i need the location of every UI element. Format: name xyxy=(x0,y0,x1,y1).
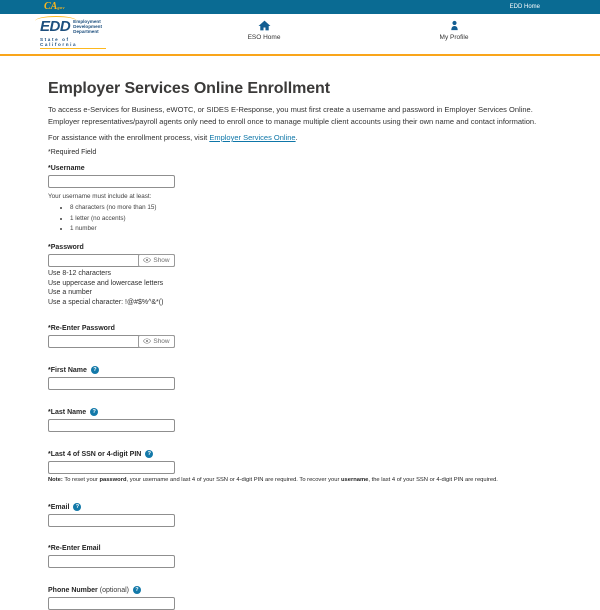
password-label: * Password xyxy=(48,244,84,251)
edd-logo[interactable] xyxy=(40,19,106,49)
username-hint-title: Your username must include at least: xyxy=(48,193,152,200)
email-field-group xyxy=(48,503,552,527)
main-content xyxy=(0,56,600,610)
username-requirement: • 1 letter (no accents) xyxy=(70,215,552,222)
email-input[interactable] xyxy=(48,514,175,527)
first-name-field-group xyxy=(48,366,552,390)
site-header xyxy=(0,14,600,54)
username-input[interactable] xyxy=(48,175,175,188)
edd-logo-acronym: EDD xyxy=(40,18,71,36)
first-name-input[interactable] xyxy=(48,377,175,390)
reenter-password-label: * Re-Enter Password xyxy=(48,325,115,332)
password-field-group xyxy=(48,244,552,307)
password-show-label: Show xyxy=(153,257,170,264)
username-requirement: • 8 characters (no more than 15) xyxy=(70,204,552,211)
phone-help-icon[interactable]: ? xyxy=(133,586,141,594)
last-name-input[interactable] xyxy=(48,419,175,432)
ssn-pin-input[interactable] xyxy=(48,461,175,474)
page-title: Employer Services Online Enrollment xyxy=(48,80,330,97)
eye-icon xyxy=(143,338,151,346)
ca-gov-topbar xyxy=(0,0,600,14)
ssn-pin-note: Note: To reset your password, your username and last 4 of your SSN or 4-digit PIN are required. To recover your username, the last 4 of your SSN or 4-digit PIN are required. xyxy=(48,477,498,483)
employer-services-online-link[interactable]: Employer Services Online xyxy=(209,133,296,142)
ssn-pin-field-group xyxy=(48,450,552,483)
nav-eso-home[interactable] xyxy=(229,20,299,41)
edd-logo-department-name: Employment Development Department xyxy=(73,19,103,35)
password-show-button[interactable] xyxy=(138,254,175,267)
reenter-email-label: * Re-Enter Email xyxy=(48,545,101,552)
nav-eso-home-label: ESO Home xyxy=(247,34,281,41)
email-label: * Email ? xyxy=(48,503,552,511)
ca-gov-logo[interactable] xyxy=(44,1,65,13)
reenter-password-field-group xyxy=(48,325,552,348)
last-name-label: * Last Name ? xyxy=(48,408,552,416)
reenter-email-field-group xyxy=(48,545,552,568)
ca-gov-logo-text: CA xyxy=(44,1,58,12)
reenter-password-show-button[interactable] xyxy=(138,335,175,348)
nav-my-profile[interactable] xyxy=(419,20,489,41)
password-requirements: Use 8-12 characters Use uppercase and lowercase letters Use a number Use a special character: !@#$%^&*() xyxy=(48,270,164,306)
username-requirement: • 1 number xyxy=(70,225,552,232)
last-name-help-icon[interactable]: ? xyxy=(90,408,98,416)
ssn-pin-help-icon[interactable]: ? xyxy=(145,450,153,458)
reenter-password-show-label: Show xyxy=(153,338,170,345)
eye-icon xyxy=(143,257,151,265)
first-name-label: * First Name ? xyxy=(48,366,552,374)
nav-my-profile-label: My Profile xyxy=(439,34,469,41)
required-field-note: *Required Field xyxy=(48,149,97,156)
edd-logo-tagline: State of California xyxy=(40,37,106,50)
phone-field-group xyxy=(48,586,552,610)
reenter-email-input[interactable] xyxy=(48,555,175,568)
last-name-field-group xyxy=(48,408,552,432)
username-label: * Username xyxy=(48,165,85,172)
username-field-group xyxy=(48,165,552,232)
first-name-help-icon[interactable]: ? xyxy=(91,366,99,374)
username-requirements-list xyxy=(70,204,552,232)
intro-paragraph: To access e-Services for Business, eWOTC, or SIDES E-Response, you must first create a username and password in Employer Services Online. Employer representatives/payroll agents only need to enroll once to manage multiple client accounts using their own name and contact information. xyxy=(48,105,537,126)
home-icon xyxy=(258,20,271,31)
ca-gov-logo-gov: gov xyxy=(57,5,65,10)
edd-home-link[interactable]: EDD Home xyxy=(509,4,540,10)
ssn-pin-label: * Last 4 of SSN or 4-digit PIN ? xyxy=(48,450,552,458)
phone-input[interactable] xyxy=(48,597,175,610)
profile-icon xyxy=(449,20,460,31)
assistance-line: For assistance with the enrollment process, visit Employer Services Online. xyxy=(48,133,298,142)
phone-label: Phone Number (optional) ? xyxy=(48,586,552,594)
email-help-icon[interactable]: ? xyxy=(73,503,81,511)
